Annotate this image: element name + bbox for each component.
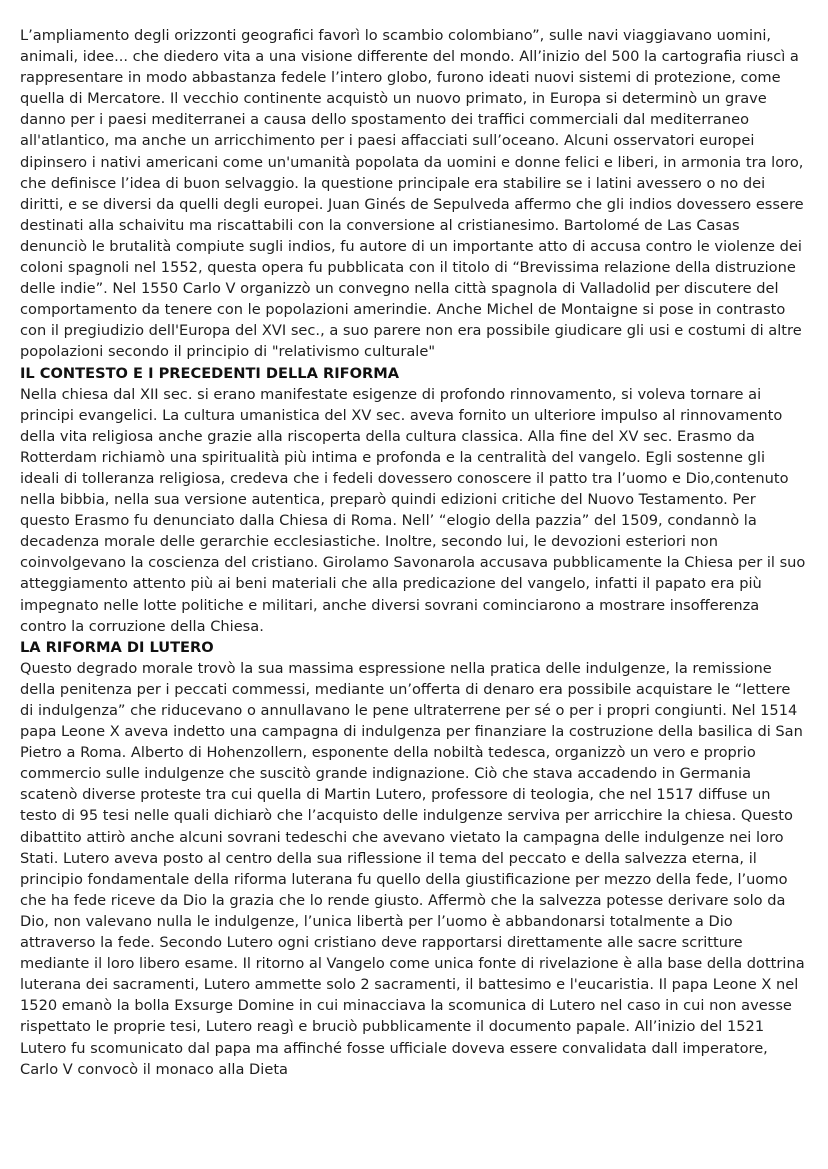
paragraph-riforma-lutero: Questo degrado morale trovò la sua massima espressione nella pratica delle indulgenze, la remissione della penitenza per i peccati commessi, mediante un’offerta di denaro era possibile acquistare le “lettere di indulgenza” che riducevano o annullavano le pene ultraterrene per sé o per i propri congiunti. Nel 1514 papa Leone X aveva indetto una campagna di indulgenza per finanziare la costruzione della basilica di San Pietro a Roma. Alberto di Hohenzollern, esponente della nobiltà tedesca, organizzò un vero e proprio commercio sulle indulgenze che suscitò grande indignazione. Ciò che stava accadendo in Germania scatenò diverse proteste tra cui quella di Martin Lutero, professore di teologia, che nel 1517 diffuse un testo di 95 tesi nelle quali dichiarò che l’acquisto delle indulgenze serviva per arricchire la chiesa. Questo dibattito attirò anche alcuni sovrani tedeschi che avevano vietato la campagna delle indulgenze nei loro Stati. Lutero aveva posto al centro della sua riflessione il tema del peccato e della salvezza eterna, il principio fondamentale della riforma luterana fu quello della giustificazione per mezzo della fede, l’uomo che ha fede riceve da Dio la grazia che lo rende giusto. Affermò che la salvezza potesse derivare solo da Dio, non valevano nulla le indulgenze, l’unica libertà per l’uomo è abbandonarsi totalmente a Dio attraverso la fede. Secondo Lutero ogni cristiano deve rapportarsi direttamente alle sacre scritture mediante il loro libero esame. Il ritorno al Vangelo come unica fonte di rivelazione è alla base della dottrina luterana dei sacramenti, Lutero ammette solo 2 sacramenti, il battesimo e l'eucaristia. Il papa Leone X nel 1520 emanò la bolla Exsurge Domine in cui minacciava la scomunica di Lutero nel caso in cui non avesse rispettato le proprie tesi, Lutero reagì e bruciò pubblicamente il documento papale. All’inizio del 1521 Lutero fu scomunicato dal papa ma affinché fosse ufficiale doveva essere convalidata dall imperatore, Carlo V convocò il monaco alla Dieta — [20, 659, 805, 1078]
paragraph-scambio-colombiano: L’ampliamento degli orizzonti geografici favorì lo scambio colombiano”, sulle navi viaggiavano uomini, animali, idee... che diedero vita a una visione differente del mondo. All’inizio del 500 la cartografia riuscì a rappresentare in modo abbastanza fedele l’intero globo, furono ideati nuovi sistemi di protezione, come quella di Mercatore. Il vecchio continente acquistò un nuovo primato, in Europa si determinò un grave danno per i paesi mediterranei a causa dello spostamento dei traffici commerciali dal mediterraneo all'atlantico, ma anche un arricchimento per i paesi affacciati sull’oceano. Alcuni osservatori europei dipinsero i nativi americani come un'umanità popolata da uomini e donne felici e liberi, in armonia tra loro, che definisce l’idea di buon selvaggio. la questione principale era stabilire se i latini avessero o no dei diritti, e se diversi da quelli degli europei. Juan Ginés de Sepulveda affermo che gli indios dovessero essere destinati alla schaivitu ma riscattabili con la conversione al cristianesimo. Bartolomé de Las Casas denunciò le brutalità compiute sugli indios, fu autore di un importante atto di accusa contro le violenze dei coloni spagnoli nel 1552, questa opera fu pubblicata con il titolo di “Brevissima relazione della distruzione delle indie”. Nel 1550 Carlo V organizzò un convegno nella città spagnola di Valladolid per discutere del comportamento da tenere con le popolazioni amerindie. Anche Michel de Montaigne si pose in contrasto con il pregiudizio dell'Europa del XVI sec., a suo parere non era possibile giudicare gli usi e costumi di altre popolazioni secondo il principio di "relativismo culturale" — [20, 27, 804, 361]
heading-contesto-riforma: IL CONTESTO E I PRECEDENTI DELLA RIFORMA — [20, 364, 400, 382]
heading-riforma-lutero: LA RIFORMA DI LUTERO — [20, 638, 214, 656]
paragraph-contesto-riforma: Nella chiesa dal XII sec. si erano manifestate esigenze di profondo rinnovamento, si voleva tornare ai principi evangelici. La cultura umanistica del XV sec. aveva fornito un ulteriore impulso al rinnovamento della vita religiosa anche grazie alla riscoperta della cultura classica. Alla fine del XV sec. Erasmo da Rotterdam richiamò una spiritualità più intima e profonda e la centralità del vangelo. Egli sostenne gli ideali di tolleranza religiosa, credeva che i fedeli dovessero conoscere il patto tra l’uomo e Dio,contenuto nella bibbia, nella sua versione autentica, preparò quindi edizioni critiche del Nuovo Testamento. Per questo Erasmo fu denunciato dalla Chiesa di Roma. Nell’ “elogio della pazzia” del 1509, condannò la decadenza morale delle gerarchie ecclesiastiche. Inoltre, secondo lui, le devozioni esteriori non coinvolgevano la coscienza del cristiano. Girolamo Savonarola accusava pubblicamente la Chiesa per il suo atteggiamento attento più ai beni materiali che alla predicazione del vangelo, infatti il papato era più impegnato nelle lotte politiche e militari, anche diversi sovrani cominciarono a mostrare insofferenza contro la corruzione della Chiesa. — [20, 385, 806, 635]
